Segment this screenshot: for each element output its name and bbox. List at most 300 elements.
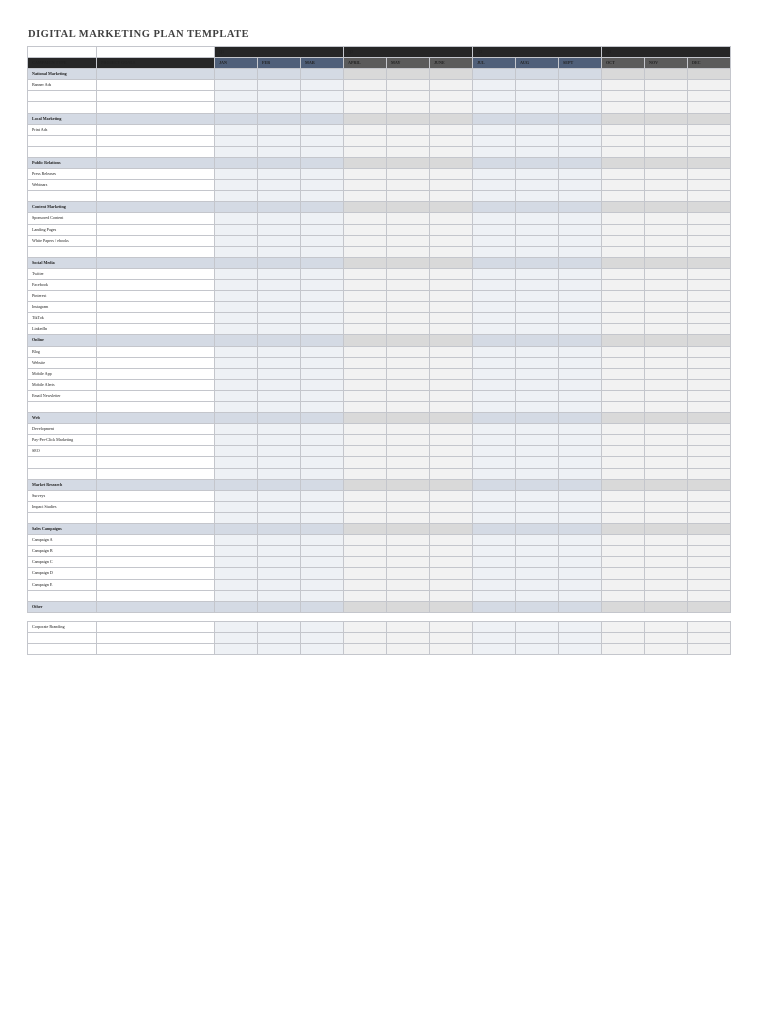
project-goal-cell[interactable]	[97, 590, 215, 601]
month-cell[interactable]	[516, 80, 559, 91]
month-cell[interactable]	[344, 91, 387, 102]
month-cell[interactable]	[473, 435, 516, 446]
project-goal-cell[interactable]	[97, 124, 215, 135]
month-cell[interactable]	[215, 368, 258, 379]
month-cell[interactable]	[516, 268, 559, 279]
section-label[interactable]: Market Research	[28, 479, 97, 490]
month-cell[interactable]	[688, 512, 731, 523]
month-cell[interactable]	[258, 191, 301, 202]
month-cell[interactable]	[473, 468, 516, 479]
month-cell[interactable]	[387, 91, 430, 102]
campaign-type-cell[interactable]: Website	[28, 357, 97, 368]
month-cell[interactable]	[516, 169, 559, 180]
month-cell[interactable]	[215, 622, 258, 633]
campaign-type-cell[interactable]: SEO	[28, 446, 97, 457]
month-cell[interactable]	[258, 124, 301, 135]
month-cell[interactable]	[344, 579, 387, 590]
month-cell[interactable]	[215, 69, 258, 80]
month-cell[interactable]	[387, 601, 430, 612]
month-cell[interactable]	[602, 202, 645, 213]
month-cell[interactable]	[473, 557, 516, 568]
month-cell[interactable]	[387, 180, 430, 191]
month-cell[interactable]	[688, 468, 731, 479]
month-cell[interactable]	[215, 490, 258, 501]
month-cell[interactable]	[301, 246, 344, 257]
month-cell[interactable]	[215, 335, 258, 346]
month-cell[interactable]	[387, 257, 430, 268]
project-goal-cell[interactable]	[97, 379, 215, 390]
month-cell[interactable]	[430, 424, 473, 435]
month-cell[interactable]	[430, 169, 473, 180]
month-cell[interactable]	[688, 302, 731, 313]
month-cell[interactable]	[215, 180, 258, 191]
month-cell[interactable]	[430, 257, 473, 268]
month-cell[interactable]	[430, 113, 473, 124]
month-cell[interactable]	[559, 524, 602, 535]
month-cell[interactable]	[602, 390, 645, 401]
month-cell[interactable]	[258, 568, 301, 579]
month-cell[interactable]	[473, 157, 516, 168]
month-cell[interactable]	[473, 490, 516, 501]
month-cell[interactable]	[688, 135, 731, 146]
month-cell[interactable]	[645, 80, 688, 91]
month-cell[interactable]	[473, 169, 516, 180]
month-cell[interactable]	[602, 379, 645, 390]
month-cell[interactable]	[645, 335, 688, 346]
month-cell[interactable]	[602, 257, 645, 268]
month-cell[interactable]	[516, 113, 559, 124]
month-cell[interactable]	[215, 535, 258, 546]
month-cell[interactable]	[387, 622, 430, 633]
month-cell[interactable]	[559, 402, 602, 413]
project-goal-cell[interactable]	[97, 457, 215, 468]
month-cell[interactable]	[559, 446, 602, 457]
month-cell[interactable]	[215, 80, 258, 91]
month-cell[interactable]	[301, 535, 344, 546]
month-cell[interactable]	[258, 169, 301, 180]
month-cell[interactable]	[602, 524, 645, 535]
project-goal-cell[interactable]	[97, 335, 215, 346]
month-cell[interactable]	[645, 535, 688, 546]
month-cell[interactable]	[688, 213, 731, 224]
month-cell[interactable]	[559, 390, 602, 401]
month-cell[interactable]	[688, 357, 731, 368]
month-cell[interactable]	[559, 224, 602, 235]
project-goal-cell[interactable]	[97, 501, 215, 512]
month-cell[interactable]	[559, 213, 602, 224]
month-cell[interactable]	[301, 224, 344, 235]
month-cell[interactable]	[602, 279, 645, 290]
section-label[interactable]: Public Relations	[28, 157, 97, 168]
month-cell[interactable]	[559, 291, 602, 302]
month-cell[interactable]	[473, 257, 516, 268]
month-cell[interactable]	[645, 213, 688, 224]
month-cell[interactable]	[430, 535, 473, 546]
month-cell[interactable]	[301, 546, 344, 557]
month-cell[interactable]	[215, 479, 258, 490]
month-cell[interactable]	[344, 191, 387, 202]
month-cell[interactable]	[645, 368, 688, 379]
month-cell[interactable]	[688, 435, 731, 446]
month-cell[interactable]	[516, 524, 559, 535]
month-cell[interactable]	[688, 191, 731, 202]
month-cell[interactable]	[602, 501, 645, 512]
month-cell[interactable]	[344, 644, 387, 655]
month-cell[interactable]	[473, 324, 516, 335]
campaign-type-cell[interactable]: Blog	[28, 346, 97, 357]
month-cell[interactable]	[473, 601, 516, 612]
month-cell[interactable]	[516, 413, 559, 424]
month-cell[interactable]	[473, 590, 516, 601]
project-goal-cell[interactable]	[97, 191, 215, 202]
month-cell[interactable]	[559, 379, 602, 390]
month-cell[interactable]	[387, 302, 430, 313]
campaign-type-cell[interactable]	[28, 135, 97, 146]
month-cell[interactable]	[645, 490, 688, 501]
month-cell[interactable]	[301, 424, 344, 435]
month-cell[interactable]	[387, 324, 430, 335]
month-cell[interactable]	[516, 257, 559, 268]
month-cell[interactable]	[344, 490, 387, 501]
month-cell[interactable]	[473, 113, 516, 124]
month-cell[interactable]	[473, 457, 516, 468]
month-cell[interactable]	[215, 413, 258, 424]
month-cell[interactable]	[473, 524, 516, 535]
month-cell[interactable]	[344, 313, 387, 324]
month-cell[interactable]	[473, 235, 516, 246]
campaign-type-cell[interactable]: Campaign C	[28, 557, 97, 568]
month-cell[interactable]	[688, 224, 731, 235]
month-cell[interactable]	[301, 435, 344, 446]
month-cell[interactable]	[473, 124, 516, 135]
month-cell[interactable]	[301, 291, 344, 302]
month-cell[interactable]	[430, 279, 473, 290]
month-cell[interactable]	[344, 557, 387, 568]
month-cell[interactable]	[559, 246, 602, 257]
campaign-type-cell[interactable]: Twitter	[28, 268, 97, 279]
month-cell[interactable]	[602, 91, 645, 102]
month-cell[interactable]	[473, 413, 516, 424]
month-cell[interactable]	[215, 468, 258, 479]
month-cell[interactable]	[387, 524, 430, 535]
project-goal-cell[interactable]	[97, 202, 215, 213]
month-cell[interactable]	[430, 102, 473, 113]
month-cell[interactable]	[215, 390, 258, 401]
campaign-type-cell[interactable]	[28, 590, 97, 601]
month-cell[interactable]	[430, 324, 473, 335]
month-cell[interactable]	[645, 402, 688, 413]
month-cell[interactable]	[430, 146, 473, 157]
month-cell[interactable]	[301, 157, 344, 168]
month-cell[interactable]	[688, 590, 731, 601]
month-cell[interactable]	[215, 579, 258, 590]
month-cell[interactable]	[301, 324, 344, 335]
project-goal-cell[interactable]	[97, 213, 215, 224]
month-cell[interactable]	[301, 390, 344, 401]
month-cell[interactable]	[430, 268, 473, 279]
month-cell[interactable]	[258, 213, 301, 224]
project-goal-cell[interactable]	[97, 402, 215, 413]
month-cell[interactable]	[473, 91, 516, 102]
month-cell[interactable]	[645, 579, 688, 590]
campaign-type-cell[interactable]	[28, 457, 97, 468]
month-cell[interactable]	[387, 512, 430, 523]
month-cell[interactable]	[387, 69, 430, 80]
month-cell[interactable]	[559, 202, 602, 213]
section-label[interactable]: National Marketing	[28, 69, 97, 80]
project-goal-cell[interactable]	[97, 268, 215, 279]
month-cell[interactable]	[215, 435, 258, 446]
month-cell[interactable]	[387, 335, 430, 346]
month-cell[interactable]	[473, 268, 516, 279]
month-cell[interactable]	[430, 512, 473, 523]
month-cell[interactable]	[602, 424, 645, 435]
month-cell[interactable]	[344, 424, 387, 435]
month-cell[interactable]	[473, 246, 516, 257]
month-cell[interactable]	[215, 102, 258, 113]
month-cell[interactable]	[516, 402, 559, 413]
month-cell[interactable]	[602, 402, 645, 413]
section-label[interactable]: Social Media	[28, 257, 97, 268]
month-cell[interactable]	[215, 146, 258, 157]
month-cell[interactable]	[301, 413, 344, 424]
month-cell[interactable]	[645, 501, 688, 512]
month-cell[interactable]	[602, 113, 645, 124]
month-cell[interactable]	[258, 479, 301, 490]
project-goal-cell[interactable]	[97, 169, 215, 180]
month-cell[interactable]	[516, 590, 559, 601]
project-goal-cell[interactable]	[97, 224, 215, 235]
month-cell[interactable]	[559, 579, 602, 590]
month-cell[interactable]	[602, 557, 645, 568]
month-cell[interactable]	[516, 279, 559, 290]
month-cell[interactable]	[645, 169, 688, 180]
month-cell[interactable]	[344, 601, 387, 612]
month-cell[interactable]	[516, 644, 559, 655]
project-goal-cell[interactable]	[97, 490, 215, 501]
project-goal-cell[interactable]	[97, 91, 215, 102]
month-cell[interactable]	[301, 91, 344, 102]
month-cell[interactable]	[301, 368, 344, 379]
month-cell[interactable]	[516, 501, 559, 512]
month-cell[interactable]	[602, 512, 645, 523]
project-goal-cell[interactable]	[97, 601, 215, 612]
month-cell[interactable]	[301, 457, 344, 468]
project-goal-cell[interactable]	[97, 424, 215, 435]
month-cell[interactable]	[387, 457, 430, 468]
month-cell[interactable]	[430, 235, 473, 246]
month-cell[interactable]	[602, 213, 645, 224]
month-cell[interactable]	[473, 512, 516, 523]
month-cell[interactable]	[688, 413, 731, 424]
month-cell[interactable]	[301, 124, 344, 135]
month-cell[interactable]	[258, 368, 301, 379]
month-cell[interactable]	[516, 335, 559, 346]
project-goal-cell[interactable]	[97, 302, 215, 313]
month-cell[interactable]	[688, 246, 731, 257]
month-cell[interactable]	[387, 124, 430, 135]
month-cell[interactable]	[430, 368, 473, 379]
month-cell[interactable]	[645, 135, 688, 146]
month-cell[interactable]	[559, 80, 602, 91]
month-cell[interactable]	[559, 457, 602, 468]
month-cell[interactable]	[516, 224, 559, 235]
month-cell[interactable]	[387, 213, 430, 224]
month-cell[interactable]	[215, 191, 258, 202]
month-cell[interactable]	[688, 157, 731, 168]
month-cell[interactable]	[645, 313, 688, 324]
month-cell[interactable]	[688, 644, 731, 655]
month-cell[interactable]	[301, 257, 344, 268]
month-cell[interactable]	[516, 302, 559, 313]
project-goal-cell[interactable]	[97, 633, 215, 644]
month-cell[interactable]	[344, 535, 387, 546]
month-cell[interactable]	[344, 512, 387, 523]
month-cell[interactable]	[301, 622, 344, 633]
month-cell[interactable]	[645, 413, 688, 424]
month-cell[interactable]	[602, 490, 645, 501]
month-cell[interactable]	[387, 169, 430, 180]
month-cell[interactable]	[430, 390, 473, 401]
month-cell[interactable]	[344, 390, 387, 401]
month-cell[interactable]	[301, 479, 344, 490]
month-cell[interactable]	[688, 346, 731, 357]
month-cell[interactable]	[344, 124, 387, 135]
month-cell[interactable]	[559, 313, 602, 324]
campaign-type-cell[interactable]: LinkedIn	[28, 324, 97, 335]
campaign-type-cell[interactable]: Sponsored Content	[28, 213, 97, 224]
month-cell[interactable]	[645, 279, 688, 290]
month-cell[interactable]	[688, 622, 731, 633]
month-cell[interactable]	[387, 535, 430, 546]
month-cell[interactable]	[559, 191, 602, 202]
month-cell[interactable]	[215, 268, 258, 279]
month-cell[interactable]	[430, 501, 473, 512]
month-cell[interactable]	[344, 468, 387, 479]
month-cell[interactable]	[430, 302, 473, 313]
month-cell[interactable]	[602, 246, 645, 257]
month-cell[interactable]	[688, 601, 731, 612]
month-cell[interactable]	[602, 191, 645, 202]
project-goal-cell[interactable]	[97, 346, 215, 357]
month-cell[interactable]	[688, 80, 731, 91]
month-cell[interactable]	[215, 246, 258, 257]
month-cell[interactable]	[301, 102, 344, 113]
month-cell[interactable]	[473, 224, 516, 235]
month-cell[interactable]	[387, 202, 430, 213]
month-cell[interactable]	[387, 546, 430, 557]
month-cell[interactable]	[473, 302, 516, 313]
month-cell[interactable]	[645, 435, 688, 446]
month-cell[interactable]	[258, 457, 301, 468]
project-goal-cell[interactable]	[97, 69, 215, 80]
month-cell[interactable]	[688, 91, 731, 102]
project-goal-cell[interactable]	[97, 413, 215, 424]
campaign-type-cell[interactable]: Landing Pages	[28, 224, 97, 235]
month-cell[interactable]	[387, 346, 430, 357]
month-cell[interactable]	[258, 235, 301, 246]
month-cell[interactable]	[430, 622, 473, 633]
month-cell[interactable]	[301, 644, 344, 655]
project-goal-cell[interactable]	[97, 579, 215, 590]
month-cell[interactable]	[430, 457, 473, 468]
month-cell[interactable]	[559, 568, 602, 579]
month-cell[interactable]	[215, 501, 258, 512]
month-cell[interactable]	[645, 479, 688, 490]
month-cell[interactable]	[215, 601, 258, 612]
month-cell[interactable]	[258, 622, 301, 633]
month-cell[interactable]	[430, 135, 473, 146]
project-goal-cell[interactable]	[97, 435, 215, 446]
month-cell[interactable]	[602, 124, 645, 135]
month-cell[interactable]	[645, 601, 688, 612]
month-cell[interactable]	[516, 291, 559, 302]
month-cell[interactable]	[430, 633, 473, 644]
month-cell[interactable]	[387, 568, 430, 579]
month-cell[interactable]	[645, 346, 688, 357]
month-cell[interactable]	[688, 579, 731, 590]
month-cell[interactable]	[645, 590, 688, 601]
month-cell[interactable]	[645, 424, 688, 435]
month-cell[interactable]	[602, 535, 645, 546]
month-cell[interactable]	[602, 601, 645, 612]
month-cell[interactable]	[473, 479, 516, 490]
month-cell[interactable]	[258, 524, 301, 535]
month-cell[interactable]	[602, 135, 645, 146]
month-cell[interactable]	[645, 633, 688, 644]
month-cell[interactable]	[344, 335, 387, 346]
month-cell[interactable]	[602, 80, 645, 91]
month-cell[interactable]	[387, 135, 430, 146]
project-goal-cell[interactable]	[97, 291, 215, 302]
campaign-type-cell[interactable]: Pay-Per-Click Marketing	[28, 435, 97, 446]
month-cell[interactable]	[688, 424, 731, 435]
month-cell[interactable]	[602, 235, 645, 246]
section-label[interactable]: Content Marketing	[28, 202, 97, 213]
month-cell[interactable]	[559, 302, 602, 313]
month-cell[interactable]	[344, 224, 387, 235]
month-cell[interactable]	[473, 579, 516, 590]
month-cell[interactable]	[215, 279, 258, 290]
month-cell[interactable]	[559, 91, 602, 102]
month-cell[interactable]	[344, 568, 387, 579]
month-cell[interactable]	[559, 146, 602, 157]
month-cell[interactable]	[215, 124, 258, 135]
month-cell[interactable]	[430, 579, 473, 590]
month-cell[interactable]	[258, 633, 301, 644]
month-cell[interactable]	[344, 291, 387, 302]
month-cell[interactable]	[516, 135, 559, 146]
month-cell[interactable]	[602, 590, 645, 601]
month-cell[interactable]	[344, 379, 387, 390]
project-goal-cell[interactable]	[97, 524, 215, 535]
campaign-type-cell[interactable]: Banner Ads	[28, 80, 97, 91]
month-cell[interactable]	[559, 601, 602, 612]
month-cell[interactable]	[387, 424, 430, 435]
month-cell[interactable]	[387, 590, 430, 601]
month-cell[interactable]	[516, 202, 559, 213]
month-cell[interactable]	[688, 479, 731, 490]
month-cell[interactable]	[430, 435, 473, 446]
month-cell[interactable]	[559, 644, 602, 655]
month-cell[interactable]	[645, 146, 688, 157]
month-cell[interactable]	[645, 644, 688, 655]
month-cell[interactable]	[516, 102, 559, 113]
month-cell[interactable]	[344, 402, 387, 413]
month-cell[interactable]	[645, 324, 688, 335]
month-cell[interactable]	[645, 113, 688, 124]
month-cell[interactable]	[258, 146, 301, 157]
